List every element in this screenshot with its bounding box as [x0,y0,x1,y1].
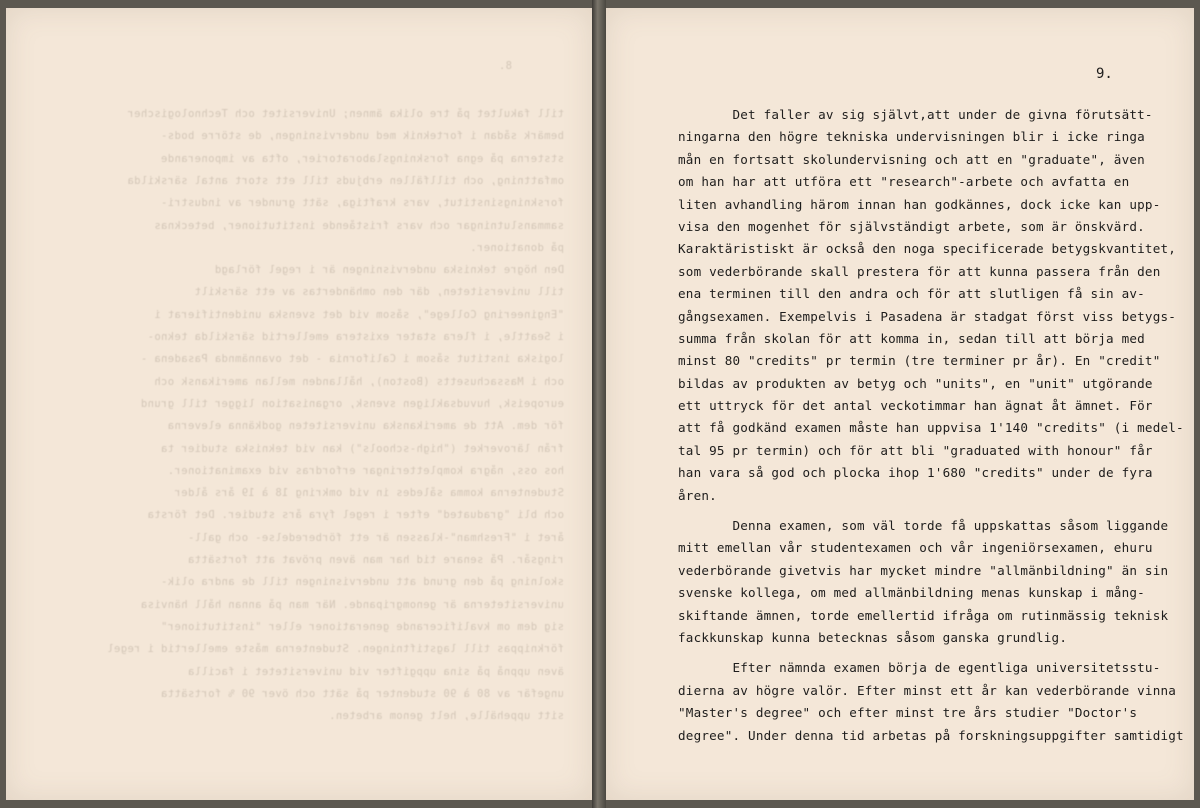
text-line: ena terminen till den andra och för att slutligen få sin av- [678,286,1145,302]
paragraph [678,657,1184,747]
showthrough-line: för dem. Att de amerikanska universiteten godkänna eleverna [167,420,564,433]
text-line: ett uttryck för det antal veckotimmar han ägnat åt ämnet. För [678,398,1153,414]
text-line: vederbörande givetvis har mycket mindre "allmänbildning" än sin [678,562,1169,578]
text-line: summa från skolan för att komma in, sedan till att börja med [678,330,1145,346]
showthrough-line: europeisk, huvudsakligen svensk, organisation ligger till grund [140,397,564,410]
showthrough-line: året i "Freshman"-klassen är ett förberedelse- och gall- [187,531,564,544]
text-line: om han har att utföra ett "research"-arbete och avfatta en [678,174,1130,190]
showthrough-line: hos oss, några kompletteringar erfordras vid examinationer. [167,464,564,477]
text-line: minst 80 "credits" pr termin (tre terminer pr år). En "credit" [678,353,1161,369]
text-line: degree". Under denna tid arbetas på forskningsuppgifter samtidigt [678,727,1184,743]
paragraph [678,515,1169,649]
showthrough-line: forskningsinstitut, vars kraftiga, sätt grunder av industri- [160,197,564,210]
paragraph-gap [678,649,1148,657]
text-line: gångsexamen. Exempelvis i Pasadena är stadgat först viss betygs- [678,308,1177,324]
text-line: Denna examen, som väl torde få uppskattas såsom liggande [678,518,1169,534]
showthrough-line: universiteterna är genomgripande. När man på annan håll hänvisa [140,598,564,611]
showthrough-line: sig dem om kvalificerande generationer eller "institutioner" [160,620,564,633]
text-line: att få godkänd examen måste han uppvisa 1'140 "credits" (i medel- [678,420,1184,436]
showthrough-line: på donationer. [469,241,564,254]
text-line: som vederbörande skall prestera för att kunna passera från den [678,263,1161,279]
showthrough-line: bemärk sådan i forteknik med undervisningen, de större bods- [160,130,564,143]
text-line: dierna av högre valör. Efter minst ett år kan vederbörande vinna [678,682,1177,698]
left-page-number: 8. [498,60,512,72]
text-line: mitt emellan vår studentexamen och vår ingeniörsexamen, ehuru [678,540,1153,556]
book-gutter [592,0,606,808]
showthrough-line: till fakultet på tre olika ämnen; Universitet och Technologischer [127,108,564,120]
right-page [606,8,1194,800]
text-line: ningarna den högre tekniska undervisningen blir i icke ringa [678,129,1145,145]
showthrough-line: sammanslutningar och vars fristående institutioner, betecknas [153,219,564,232]
showthrough-line: Den högre tekniska undervisningen är i regel förlagd [214,264,564,277]
showthrough-line: Studenterna komma således in vid omkring 18 à 19 års ålder [174,487,564,500]
showthrough-text [6,8,592,800]
showthrough-line: och bli "graduated" efter i regel fyra års studier. Det första [147,509,564,522]
text-line: han vara så god och plocka ihop 1'680 "credits" under de fyra [678,465,1153,481]
paragraph [678,104,1184,507]
showthrough-line: och i Massachusetts (Boston), hållanden mellan amerikansk och [153,375,564,388]
text-line: tal 95 pr termin) och för att bli "graduated with honour" får [678,442,1153,458]
text-line: visa den mogenhet för självständigt arbete, som är önskvärd. [678,218,1145,234]
text-line: åren. [678,487,717,503]
showthrough-line: ungefär av 80 à 90 studenter på sätt och över 90 % fortsätta [160,687,564,700]
showthrough-line: till universiteten, där den omhändertas av ett särskilt [194,286,564,299]
text-line: liten avhandling härom innan han godkännes, dock icke kan upp- [678,196,1161,212]
text-line: bildas av produkten av betyg och "units", en "unit" utgörande [678,375,1153,391]
showthrough-line: "Engineering College", såsom vid det svenska unidentifierat i [153,308,564,321]
text-line: fackkunskap kunna betecknas såsom ganska grundlig. [678,629,1068,645]
showthrough-line: skolning på den grund att undervisningen till de andra olik- [160,576,564,589]
text-line: "Master's degree" och efter minst tre års studier "Doctor's [678,705,1138,721]
text-line: Karaktäristiskt är också den noga specificerade betygskvantitet, [678,241,1177,257]
text-line: Efter nämnda examen börja de egentliga universitetsstu- [678,660,1161,676]
typewritten-text [678,104,1184,747]
showthrough-line: ststerna på egna forskningslaboratorier, ofta av imponerande [160,152,564,165]
showthrough-line: sitt uppehälle, helt genom arbeten. [328,710,564,723]
showthrough-line: logiska institut såsom i California - det ovannämnda Pasadena - [140,353,564,366]
right-page-number: 9. [1096,66,1113,82]
showthrough-line: även uppnå på sina uppgifter vid universitetet i facilla [187,665,564,678]
showthrough-line: omfattning, och tillfällen erbjuds till ett stort antal särskilda [127,174,564,187]
left-page [6,8,592,800]
showthrough-line: från läroverket ("high-schools") kan vid tekniska studier ta [160,442,564,455]
showthrough-line: i Seattle, i flera stater existera emellertid särskilda tekno- [147,331,564,343]
text-line: Det faller av sig självt,att under de givna förutsätt- [678,107,1153,122]
showthrough-line: ringsår. På senare tid har man även prövat att fortsätta [187,554,564,566]
text-line: skiftande ämnen, torde emellertid ifråga om rutinmässig teknisk [678,607,1169,623]
paragraph-gap [678,507,1148,515]
text-line: svenske kollega, om med allmänbildning menas kunskap i mång- [678,585,1145,601]
text-line: mån en fortsatt skolundervisning och att en "graduate", även [678,151,1145,167]
showthrough-line: förknippas till lagstiftningen. Studenterna måste emellertid i regel [106,643,564,656]
